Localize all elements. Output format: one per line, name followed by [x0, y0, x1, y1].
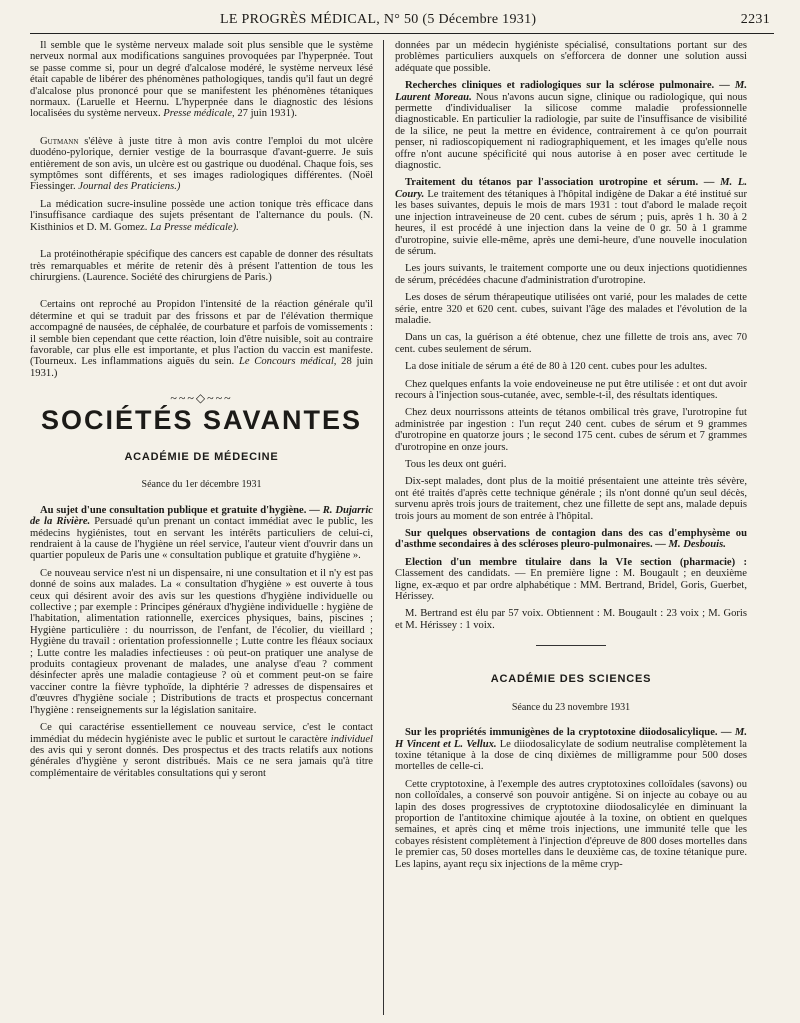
section-heading: SOCIÉTÉS SAVANTES	[40, 404, 363, 435]
page-number: 2231	[740, 12, 770, 27]
right-column	[395, 40, 747, 1015]
column-divider	[383, 40, 384, 1015]
paragraph: Dans un cas, la guérison a été obtenue, chez une fillette de trois ans, avec 70 cent. cubes seulement de sérum.	[395, 332, 747, 355]
society-heading: ACADÉMIE DE MÉDECINE	[124, 450, 279, 463]
left-column	[30, 40, 373, 1015]
article: Traitement du tétanos par l'association urotropine et sérum. — M. L. Coury. Le traitement des tétaniques à l'hôpital indigène de Dakar a été institué sur les bases suivantes, depuis le mois de mars 1931 : tout d'abord le malade reçoit une injection intraveineuse de 20 cent. cubes de sérum ; puis, après 1 h. 30 à 2 heures, il est procédé à une injection dans la veine de 0 gr. 50 à 1 gramme d'urotropine, suivie elle-même, après une demi-heure, d'une nouvelle inoculation de sérum.	[395, 177, 747, 257]
paragraph: Gutmann s'élève à juste titre à mon avis contre l'emploi du mot ulcère duodéno-pylorique, dernier vestige de la bourrasque d'avant-guerre. Je suis entièrement de son avis, un ulcère est ou gastrique ou duodénal. Chaque fois, ses symptômes sont différents, et ses images radiologiques différentes. (Noël Fiessinger. Journal des Praticiens.)	[30, 135, 373, 193]
article: Sur quelques observations de contagion dans des cas d'emphysème ou d'asthme secondaires à des scléroses pleuro-pulmonaires. — M. Desbouis.	[395, 528, 747, 551]
society-heading: ACADÉMIE DES SCIENCES	[490, 673, 652, 686]
paragraph: Il semble que le système nerveux malade soit plus sensible que le système nerveux normal aux modifications sanguines provoquées par l'hyperpnée. Tout se passe comme si, pour un degré d'alcalose modéré, le système nerveux lésé était capable de libérer des phénomènes pathologiques, tandis qu'il faut un degré d'alcalose plus prononcé pour que se manifestent les phénomènes tétaniques normaux. (Laruelle et Heernu. L'hyperpnée dans le diagnostic des lésions localisées du système nerveux. Presse médicale, 27 juin 1931).	[30, 40, 373, 120]
paragraph: Cette cryptotoxine, à l'exemple des autres cryptotoxines colloïdales (savons) ou non colloïdales, a conservé son pouvoir antigène. Si on injecte au cobaye ou au lapin des doses progressives de cryptotoxine diiodosalicylée en diminuant la proportion de l'antitoxine chimique ajoutée à la toxine, on obtient en quelques semaines, et après cinq et même trois injections, une immunité telle que les cobayes résistent complètement à l'injection d'épreuve de 800 doses mortelles dans le premier cas, 50 doses mortelles dans le deuxième cas, de toxine tétanique pure. Les lapins, ayant reçu six injections de la même cryp-	[395, 778, 747, 870]
header-rule	[30, 33, 774, 34]
paragraph: La protéinothérapie spécifique des cancers est capable de donner des résultats très remarquables et mérite de retenir dès à présent l'attention de tous les chirurgiens. (Laurence. Société des chirurgiens de Paris.)	[30, 249, 373, 283]
paragraph: Ce nouveau service n'est ni un dispensaire, ni une consultation et il n'y est pas donné de soins aux malades. La « consultation d'hygiène » est ouverte à tous ceux qui désirent avoir des avis sur les questions d'hygiène individuelle ou collective ; par exemple : Principes généraux d'hygiène individuelle : hygiène de l'habitation, alimentation rationnelle, exercices physiques, bains, piscines ; Hygiène particulière : du nourrisson, de l'enfant, de l'écolier, du vieillard ; Hygiène du travail : orientation professionnelle ; Lutte contre les fléaux sociaux ; Lutte contre les maladies infectieuses : où peut-on pratiquer une analyse de produits contagieux provenant de malades, une analyse d'eau ? comment désinfecter après une maladie contagieuse ? où et comment peut-on se faire vacciner contre la fièvre typhoïde, la diphtérie ? adresses de dispensaires et d'œuvres d'hygiène sociale ; Distributions de tracts et prospectus concernant l'hygiène : renseignements sur la législation sanitaire.	[30, 567, 373, 716]
paragraph: Chez quelques enfants la voie endoveineuse ne put être utilisée : et ont dut avoir recours à l'injection sous-cutanée, avec, semble-t-il, des résultats identiques.	[395, 378, 747, 401]
paragraph: données par un médecin hygiéniste spécialisé, consultations portant sur des problèmes particuliers auxquels on s'efforcera de donner une solution aussi adéquate que possible.	[395, 40, 747, 74]
paragraph: La médication sucre-insuline possède une action tonique très efficace dans l'insuffisance cardiaque des sujets présentant de l'alternance du pouls. (N. Kisthinios et D. M. Gomez. La Presse médicale).	[30, 198, 373, 233]
paragraph: Dix-sept malades, dont plus de la moitié présentaient une atteinte très sévère, ont été traités d'après cette technique générale ; ils n'ont donné qu'un seul décès, survenu après trois jours de traitement, chez une fillette de sept ans, malade depuis trois jours au moment de son entrée à l'hôpital.	[395, 476, 747, 522]
paragraph: Les jours suivants, le traitement comporte une ou deux injections quotidiennes de sérum, précédées chacune d'administration d'urotropine.	[395, 263, 747, 286]
session-date: Séance du 1er décembre 1931	[141, 479, 262, 491]
paragraph: Ce qui caractérise essentiellement ce nouveau service, c'est le contact immédiat du médecin hygiéniste avec le public et surtout le caractère individuel des avis qui y seront donnés. Des prospectus et des tracts relatifs aux notions générales d'hygiène y seront distribués. Mais ce ne sera jamais qu'à titre complémentaire de véritables consultations qui y seront	[30, 722, 373, 779]
ornament-divider: ~~~◇~~~	[170, 391, 233, 406]
paragraph: Certains ont reproché au Propidon l'intensité de la réaction générale qu'il détermine et qui se traduit par des frissons et par de l'élévation thermique accompagné de nausées, de céphalée, de courbature et parfois de vomissements : il semble bien cependant que cette réaction, loin d'être nuisible, soit au contraire favorable, car plus elle est importante, et plus l'action du vaccin est manifeste. (Tourneux. Les inflammations aiguës du sein. Le Concours médical, 28 juin 1931.)	[30, 299, 373, 379]
paragraph: La dose initiale de sérum a été de 80 à 120 cent. cubes pour les adultes.	[405, 361, 708, 373]
running-header	[30, 12, 770, 34]
paragraph: Les doses de sérum thérapeutique utilisées ont varié, pour les malades de cette série, entre 320 et 620 cent. cubes, suivant l'âge des malades et l'évolution de la maladie.	[395, 292, 747, 326]
short-rule	[536, 645, 606, 646]
article: Au sujet d'une consultation publique et gratuite d'hygiène. — R. Dujarric de la Rivière. Persuadé qu'un prenant un contact immédiat avec le public, les médecins hygiénistes, tout en servant les intérêts particuliers de celui-ci, rendraient à la cause de l'hygiène un réel service, l'auteur vient d'ouvrir dans un quartier populeux de Paris une « consultation publique et gratuite d'hygiène ».	[30, 504, 373, 562]
journal-title: LE PROGRÈS MÉDICAL, N° 50 (5 Décembre 1931)	[220, 12, 537, 27]
article: Sur les propriétés immunigènes de la cryptotoxine diiodosalicylique. — M. H Vincent et L. Vellux. Le diiodosalicylate de sodium neutralise complètement la toxine tétanique à la dose de cinq dixièmes de milligramme pour 500 doses mortelles de celle-ci.	[395, 727, 747, 773]
paragraph: Tous les deux ont guéri.	[405, 459, 507, 470]
session-date: Séance du 23 novembre 1931	[511, 701, 631, 713]
article: Recherches cliniques et radiologiques sur la sclérose pulmonaire. — M. Laurent Moreau. Nous n'avons aucun signe, clinique ou radiologique, qui nous permette d'individualiser la silicose comme maladie professionnelle diagnosticable. En particulier la radiologie, par suite de l'insuffisance de visibilité de la silice, ne peut la mettre en évidence, contrairement à ce qu'on pourrait penser, ni radioscopiquement ni radiographiquement, et les images qu'elle nous offre n'ont aucune spécificité qui nous autorise à en poser avec certitude le diagnostic.	[395, 80, 747, 172]
paragraph: Chez deux nourrissons atteints de tétanos ombilical très grave, l'urotropine fut administrée par ingestion : l'un reçut 240 cent. cubes de sérum et 9 grammes d'urotropine en quatorze jours ; le second 175 cent. cubes de sérum et 7 grammes d'urotropine en onze jours.	[395, 407, 747, 453]
paragraph: M. Bertrand est élu par 57 voix. Obtiennent : M. Bougault : 23 voix ; M. Goris et M. Hérissey : 1 voix.	[395, 608, 747, 631]
article: Election d'un membre titulaire dans la VIe section (pharmacie) : Classement des candidats. — En première ligne : M. Bougault ; en deuxième ligne, ex-æquo et par ordre alphabétique : MM. Bertrand, Bridel, Goris, Guerbet, Hérissey.	[395, 556, 747, 603]
